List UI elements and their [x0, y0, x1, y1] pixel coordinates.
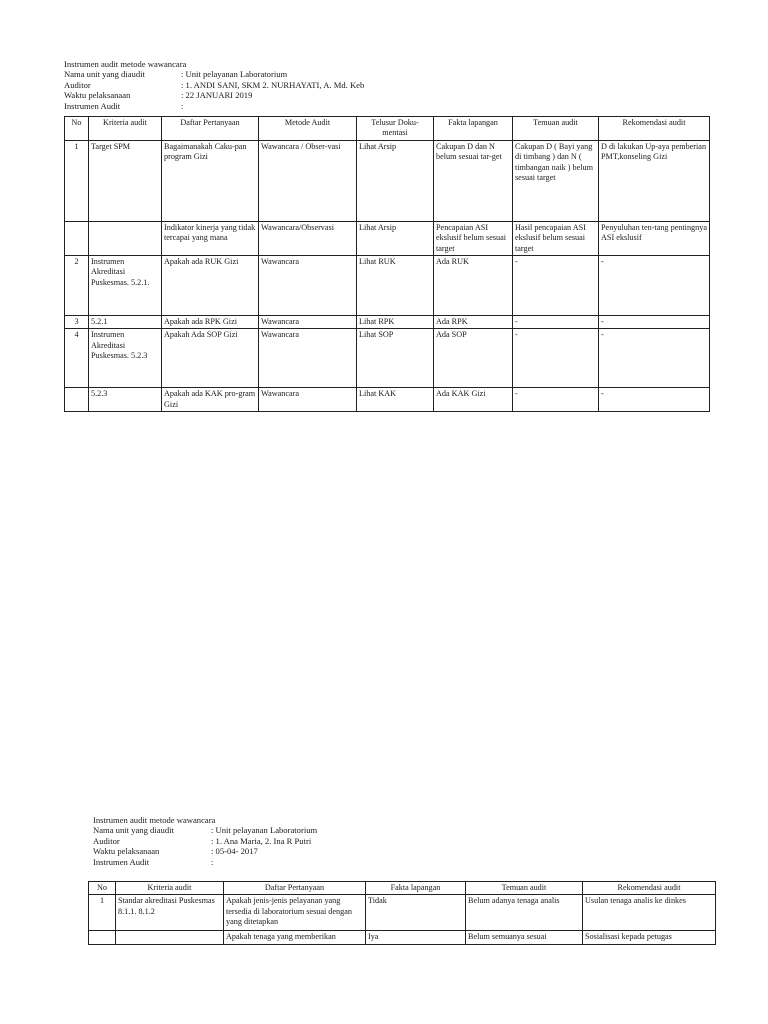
field-auditor: Auditor : 1. ANDI SANI, SKM 2. NURHAYATI, A. Md. Keb: [64, 79, 365, 90]
cell: 4: [65, 329, 89, 388]
cell: [116, 931, 224, 944]
col-header: Temuan audit: [513, 117, 599, 141]
table-row: [89, 931, 716, 944]
field-instrument: Instrumen Audit :: [64, 100, 184, 111]
cell: Target SPM: [89, 140, 162, 221]
cell: 1: [65, 140, 89, 221]
cell: D di lakukan Up-aya pemberian PMT,konseling Gizi: [599, 140, 710, 221]
field-unit: Nama unit yang diaudit : Unit pelayanan Laboratorium: [64, 69, 288, 80]
cell: Lihat RPK: [357, 316, 434, 329]
table-row: [65, 316, 710, 329]
cell: Instrumen Akreditasi Puskesmas. 5.2.1.: [89, 256, 162, 316]
cell: Pencapaian ASI ekslusif belum sesuai target: [434, 221, 513, 255]
cell: -: [599, 316, 710, 329]
col-header: Kriteria audit: [116, 882, 224, 895]
cell: 3: [65, 316, 89, 329]
cell: Lihat SOP: [357, 329, 434, 388]
cell: -: [513, 329, 599, 388]
cell: -: [599, 256, 710, 316]
audit-header-2: [93, 815, 317, 867]
cell: Wawancara / Obser-vasi: [259, 140, 357, 221]
table-header-row: [89, 882, 716, 895]
cell: 5.2.3: [89, 388, 162, 412]
cell: Tidak: [366, 895, 466, 931]
cell: Standar akreditasi Puskesmas 8.1.1. 8.1.2: [116, 895, 224, 931]
col-header: Temuan audit: [466, 882, 583, 895]
cell: Apakah ada RUK Gizi: [162, 256, 259, 316]
cell: [89, 931, 116, 944]
cell: Cakupan D dan N belum sesuai tar-get: [434, 140, 513, 221]
cell: Belum semuanya sesuai: [466, 931, 583, 944]
cell: [89, 221, 162, 255]
cell: Lihat KAK: [357, 388, 434, 412]
table-row: [65, 221, 710, 255]
cell: Wawancara: [259, 316, 357, 329]
col-header: Daftar Pertanyaan: [224, 882, 366, 895]
cell: Wawancara: [259, 388, 357, 412]
table-row: [65, 140, 710, 221]
cell: -: [513, 256, 599, 316]
cell: Lihat Arsip: [357, 140, 434, 221]
cell: [65, 221, 89, 255]
col-header: Fakta lapangan: [434, 117, 513, 141]
col-header: No: [89, 882, 116, 895]
audit-table-2: [88, 881, 716, 945]
table-header-row: [65, 117, 710, 141]
table-row: [89, 895, 716, 931]
cell: Cakupan D ( Bayi yang di timbang ) dan N ( timbangan naik ) belum sesuai target: [513, 140, 599, 221]
cell: 2: [65, 256, 89, 316]
cell: Penyuluhan ten-tang pentingnya ASI ekslusif: [599, 221, 710, 255]
cell: -: [513, 388, 599, 412]
cell: Apakah ada RPK Gizi: [162, 316, 259, 329]
cell: Apakah Ada SOP Gizi: [162, 329, 259, 388]
cell: Wawancara/Observasi: [259, 221, 357, 255]
col-header: Metode Audit: [259, 117, 357, 141]
cell: [65, 388, 89, 412]
cell: Indikator kinerja yang tidak tercapai yang mana: [162, 221, 259, 255]
field-time: Waktu pelaksanaan : 05-04- 2017: [93, 846, 258, 857]
cell: Hasil pencapaian ASI ekslusif belum sesuai target: [513, 221, 599, 255]
field-auditor: Auditor : 1. Ana Maria, 2. Ina R Putri: [93, 835, 312, 846]
field-instrument: Instrumen Audit :: [93, 856, 214, 867]
cell: Ada RUK: [434, 256, 513, 316]
cell: Ada SOP: [434, 329, 513, 388]
cell: Lihat RUK: [357, 256, 434, 316]
cell: Lihat Arsip: [357, 221, 434, 255]
cell: Belum adanya tenaga analis: [466, 895, 583, 931]
field-time: Waktu pelaksanaan : 22 JANUARI 2019: [64, 90, 253, 101]
cell: 5.2.1: [89, 316, 162, 329]
doc-title: Instrumen audit metode wawancara: [64, 59, 187, 69]
cell: Instrumen Akreditasi Puskesmas. 5.2.3: [89, 329, 162, 388]
col-header: Rekomendasi audit: [599, 117, 710, 141]
col-header: Kriteria audit: [89, 117, 162, 141]
cell: 1: [89, 895, 116, 931]
cell: -: [599, 329, 710, 388]
cell: Ada RPK: [434, 316, 513, 329]
table-row: [65, 329, 710, 388]
cell: Apakah jenis-jenis pelayanan yang tersedia di laboratorium sesuai dengan yang ditetapkan: [224, 895, 366, 931]
table-row: [65, 388, 710, 412]
cell: -: [513, 316, 599, 329]
col-header: Telusur Doku-mentasi: [357, 117, 434, 141]
col-header: No: [65, 117, 89, 141]
audit-header-1: [64, 59, 364, 111]
cell: Ada KAK Gizi: [434, 388, 513, 412]
cell: Wawancara: [259, 256, 357, 316]
field-unit: Nama unit yang diaudit : Unit pelayanan Laboratorium: [93, 825, 318, 836]
cell: Bagaimanakah Caku-pan program Gizi: [162, 140, 259, 221]
cell: Iya: [366, 931, 466, 944]
cell: -: [599, 388, 710, 412]
cell: Apakah ada KAK pro-gram Gizi: [162, 388, 259, 412]
col-header: Rekomendasi audit: [583, 882, 716, 895]
audit-table-1: [64, 116, 710, 412]
cell: Usulan tenaga analis ke dinkes: [583, 895, 716, 931]
cell: Wawancara: [259, 329, 357, 388]
col-header: Fakta lapangan: [366, 882, 466, 895]
cell: Sosialisasi kepada petugas: [583, 931, 716, 944]
col-header: Daftar Pertanyaan: [162, 117, 259, 141]
cell: Apakah tenaga yang memberikan: [224, 931, 366, 944]
doc-title: Instrumen audit metode wawancara: [93, 815, 216, 825]
table-row: [65, 256, 710, 316]
